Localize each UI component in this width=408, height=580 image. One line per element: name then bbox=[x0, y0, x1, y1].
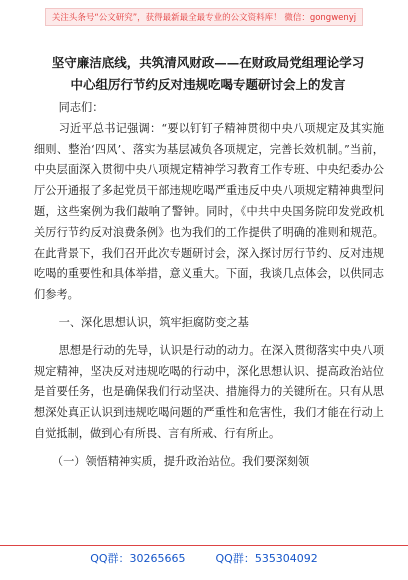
section-paragraph-1: 思想是行动的先导，认识是行动的动力。在深入贯彻落实中央八项规定精神，坚决反对违规吃喝的行动中，深化思想认识、提高政治站位是首要任务，也是确保我们行动坚决、措施得力的关键所在。只有从思想深处真正认识到违规吃喝问题的严重性和危害性，我们才能在行动上自觉抵制，做到心有所畏、言有所戒、行有所止。 bbox=[34, 343, 384, 440]
qq-group-2[interactable]: QQ群：535304092 bbox=[215, 552, 318, 565]
subsection-heading-1: （一）领悟精神实质，提升政治站位。我们要深刻领 bbox=[51, 454, 310, 468]
title-line-1: 坚守廉洁底线，共筑清风财政——在财政局党组理论学习 bbox=[51, 55, 365, 70]
page-footer bbox=[0, 545, 408, 566]
promo-banner-text: 关注头条号“公文研究”，获得最新最全最专业的公文资料库！ 微信：gongwenyj bbox=[45, 8, 363, 26]
section-heading-1: 一、深化思想认识，筑牢拒腐防变之基 bbox=[58, 315, 249, 329]
document-title bbox=[28, 52, 388, 96]
salutation: 同志们： bbox=[58, 101, 104, 114]
intro-paragraph: 习近平总书记强调：“要以钉钉子精神贯彻中央八项规定及其实施细则、整治‘四风’、落实为基层减负各项规定，完善长效机制。”当前，中央层面深入贯彻中央八项规定精神学习教育工作专班、中央纪委办公厅公开通报了多起党员干部违规吃喝严重违反中央八项规定精神典型问题，这些案例为我们敲响了警钟。同时，《中共中央国务院印发党政机关厉行节约反对浪费条例》也为我们的工作提供了明确的准则和规范。在此背景下，我们召开此次专题研讨会，深入探讨厉行节约、反对违规吃喝的重要性和具体举措，意义重大。下面，我谈几点体会，以供同志们参考。 bbox=[34, 121, 384, 302]
promo-banner bbox=[0, 6, 408, 28]
document-body bbox=[34, 98, 384, 473]
title-line-2: 中心组厉行节约反对违规吃喝专题研讨会上的发言 bbox=[70, 77, 346, 92]
qq-group-1[interactable]: QQ群：30265665 bbox=[90, 552, 186, 565]
